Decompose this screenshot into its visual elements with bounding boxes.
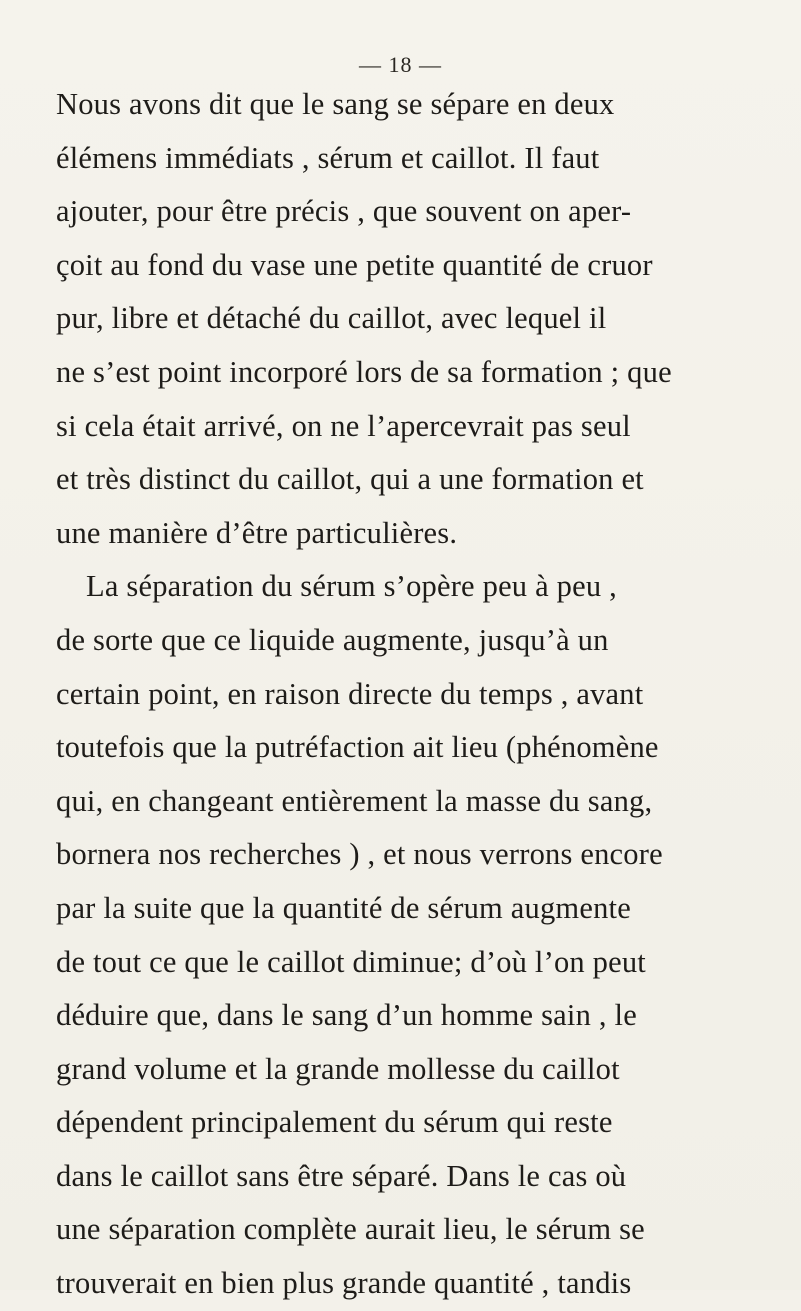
text-line: dans le caillot sans être séparé. Dans le cas où xyxy=(56,1158,627,1193)
text-line: bornera nos recherches ) , et nous verrons encore xyxy=(56,837,663,872)
text-line: une séparation complète aurait lieu, le sérum se xyxy=(56,1212,645,1247)
text-line: trouverait en bien plus grande quantité , tandis xyxy=(56,1266,632,1301)
body-text xyxy=(56,78,796,1311)
text-line: qui, en changeant entièrement la masse du sang, xyxy=(56,783,653,818)
text-line: Nous avons dit que le sang se sépare en deux xyxy=(56,87,615,121)
text-line: de sorte que ce liquide augmente, jusqu’à un xyxy=(56,622,609,657)
text-line: par la suite que la quantité de sérum augmente xyxy=(56,890,631,925)
text-line: grand volume et la grande mollesse du caillot xyxy=(56,1051,620,1086)
text-line: ajouter, pour être précis , que souvent on aper- xyxy=(56,194,632,229)
text-line: certain point, en raison directe du temps , avant xyxy=(56,676,644,711)
text-line: pur, libre et détaché du caillot, avec lequel il xyxy=(56,301,607,336)
text-line: dépendent principalement du sérum qui reste xyxy=(56,1105,613,1140)
text-line: ne s’est point incorporé lors de sa formation ; que xyxy=(56,354,672,389)
page-number-header: — 18 — xyxy=(359,52,442,77)
text-line: élémens immédiats , sérum et caillot. Il faut xyxy=(56,140,600,175)
text-line: de tout ce que le caillot diminue; d’où l’on peut xyxy=(56,944,646,979)
text-line: et très distinct du caillot, qui a une formation et xyxy=(56,462,644,497)
text-line: si cela était arrivé, on ne l’apercevrait pas seul xyxy=(56,408,631,443)
text-line: une manière d’être particulières. xyxy=(56,515,458,550)
paragraph-start-line: La séparation du sérum s’opère peu à peu , xyxy=(86,569,617,604)
text-line: toutefois que la putréfaction ait lieu (phénomène xyxy=(56,730,659,765)
text-line: çoit au fond du vase une petite quantité de cruor xyxy=(56,247,653,282)
text-line: déduire que, dans le sang d’un homme sain , le xyxy=(56,998,637,1033)
